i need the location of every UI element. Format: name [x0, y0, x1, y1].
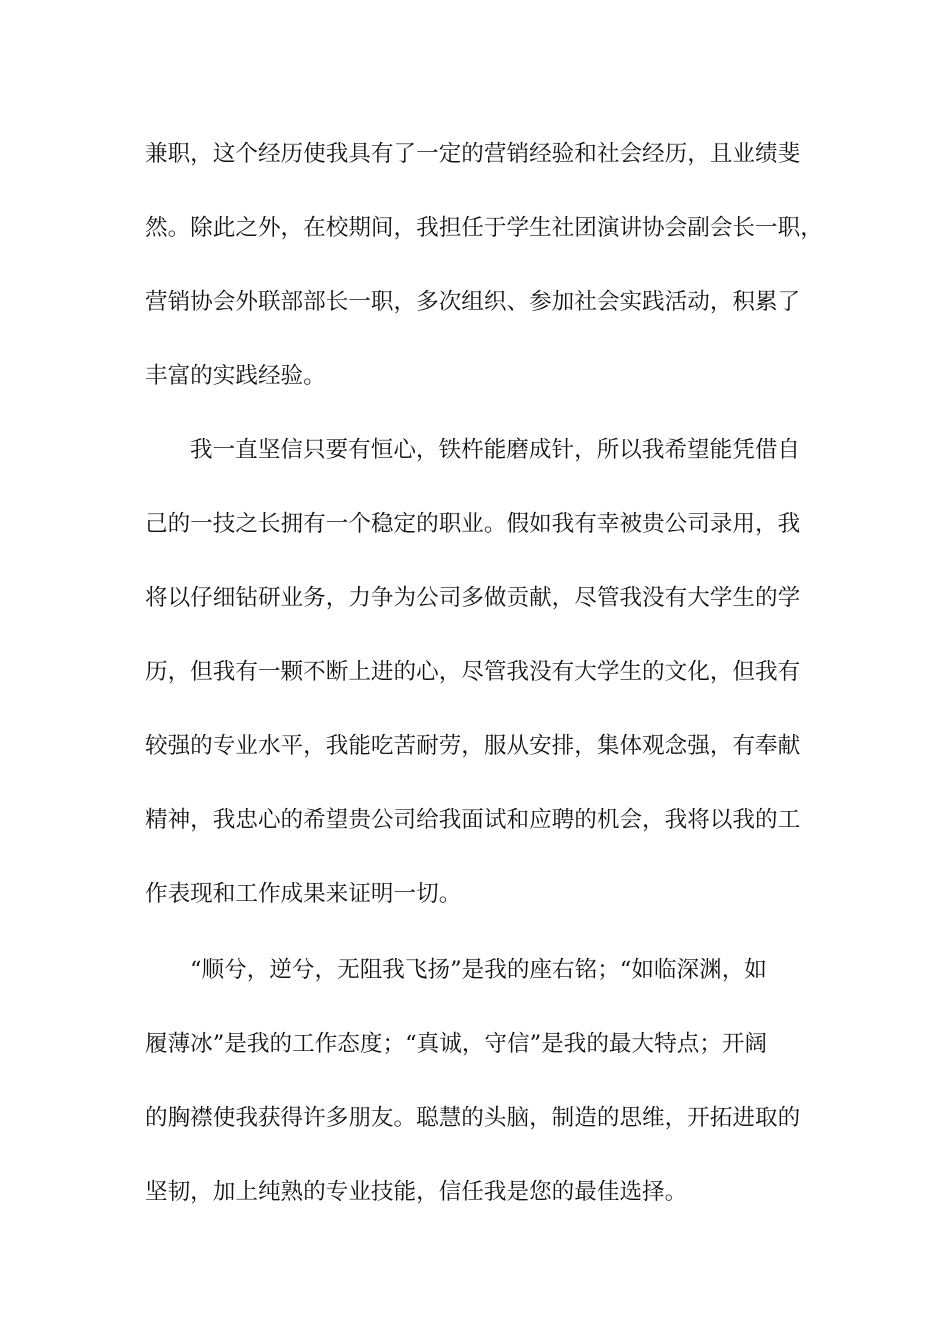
paragraph-line: 丰富的实践经验。	[145, 363, 326, 389]
paragraph-line: 己的一技之长拥有一个稳定的职业。假如我有幸被贵公司录用，我	[145, 511, 801, 537]
paragraph-line: 较强的专业水平，我能吃苦耐劳，服从安排，集体观念强，有奉献	[145, 733, 801, 759]
paragraph-line: 兼职，这个经历使我具有了一定的营销经验和社会经历，且业绩斐	[145, 141, 801, 167]
paragraph-line: 履薄冰”是我的工作态度；“真诚，守信”是我的最大特点；开阔	[145, 1031, 768, 1057]
paragraph-line: 我一直坚信只要有恒心，铁杵能磨成针，所以我希望能凭借自	[190, 437, 801, 463]
paragraph-line: “顺兮，逆兮，无阻我飞扬”是我的座右铭；“如临深渊，如	[190, 957, 767, 983]
paragraph-line: 将以仔细钻研业务，力争为公司多做贡献，尽管我没有大学生的学	[145, 585, 801, 611]
paragraph-line: 营销协会外联部部长一职，多次组织、参加社会实践活动，积累了	[145, 289, 801, 315]
paragraph-line: 的胸襟使我获得许多朋友。聪慧的头脑，制造的思维，开拓进取的	[145, 1105, 801, 1131]
paragraph-line: 历，但我有一颗不断上进的心，尽管我没有大学生的文化，但我有	[145, 659, 801, 685]
paragraph-line: 然。除此之外，在校期间，我担任于学生社团演讲协会副会长一职，	[145, 215, 823, 241]
paragraph-line: 坚韧，加上纯熟的专业技能，信任我是您的最佳选择。	[145, 1179, 688, 1205]
paragraph-line: 作表现和工作成果来证明一切。	[145, 881, 462, 907]
paragraph-line: 精神，我忠心的希望贵公司给我面试和应聘的机会，我将以我的工	[145, 807, 801, 833]
